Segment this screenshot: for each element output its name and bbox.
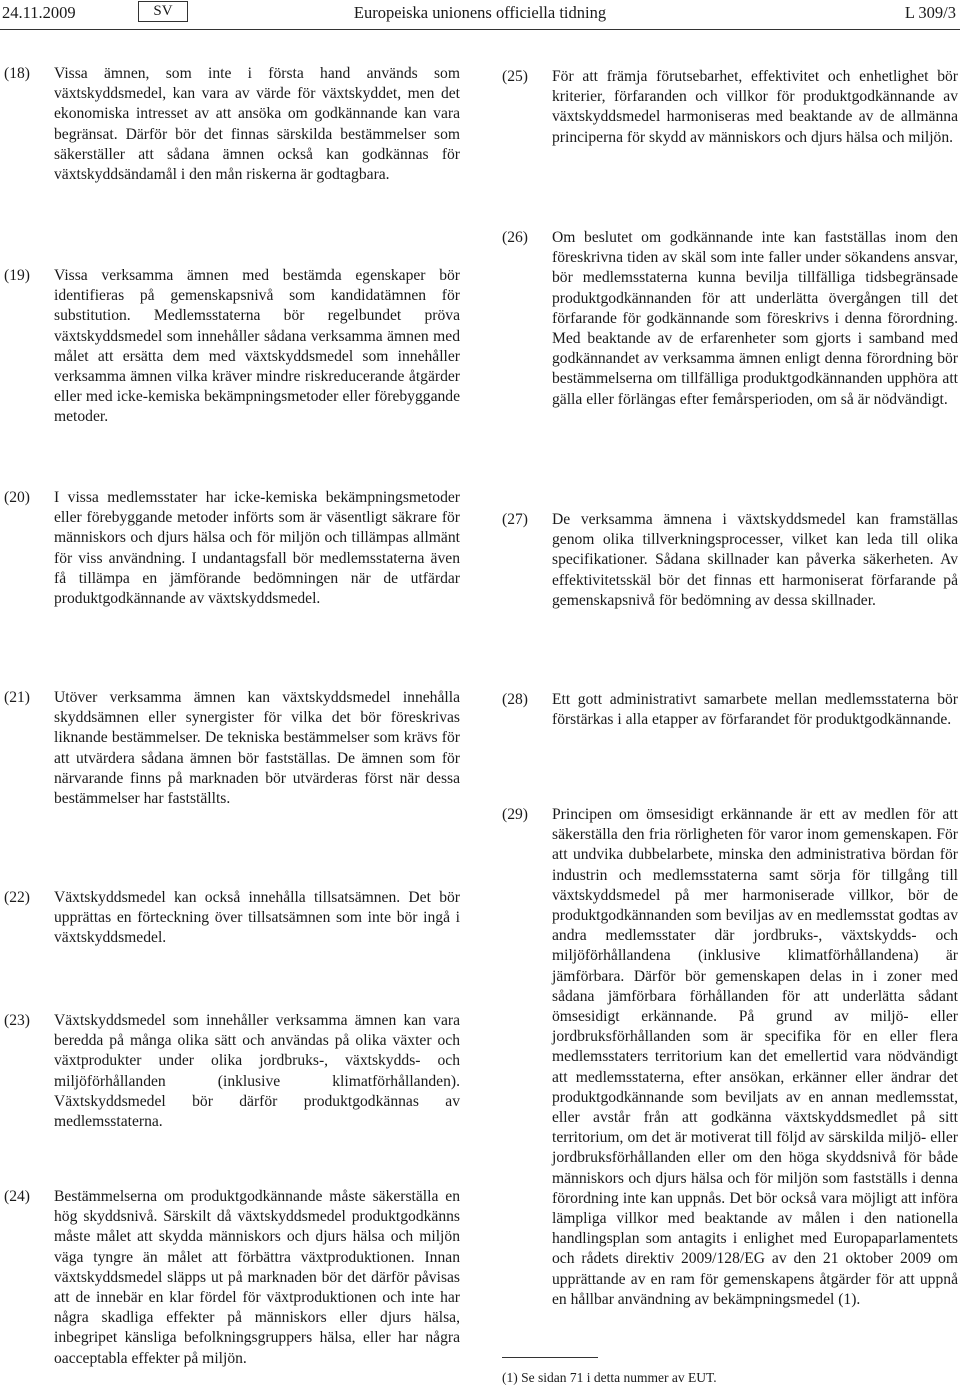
recital-text: I vissa medlemsstater har icke-kemiska bekämpningsmetoder eller förebyggande metoder införts som är väsentligt säkrare för människors och djurs hälsa och för miljön och tillämpas allmänt för viss användning. I undantagsfall bör medlemsstaterna även få tillämpa en jämförande bedömningen när de utfärdar produktgodkännande av växtskyddsmedel. [54,489,460,608]
recital-number: (29) [502,806,528,823]
recital-text: Vissa ämnen, som inte i första hand används som växtskyddsmedel, kan vara av värde för växtskyddet, men det ekonomiska intresset av att ansöka om godkännande kan vara begränsat. Därför bör det finnas särskilda bestämmelser som säkerställer att sådana ämnen också kan godkännas för växtskyddsändamål i den mån riskerna är godtagbara. [54,65,460,184]
recital-text: Utöver verksamma ämnen kan växtskyddsmedel innehålla skyddsämnen eller synergister för vilka det bör föreskrivas liknande bestämmelser. De tekniska bestämmelser som krävs för att utvärdera sådana ämnen bör fastställas. De ämnen som för närvarande finns på marknaden bör utvärderas först när dessa bestämmelser har fastställts. [54,689,460,808]
recital-number: (18) [4,65,30,82]
page-header [0,0,960,30]
recital-number: (27) [502,511,528,528]
recital-text: Vissa verksamma ämnen med bestämda egenskaper bör identifieras på gemenskapsnivå som kandidatämnen för substitution. Medlemsstaterna bör regelbundet pröva växtskyddsmedel som innehåller sådana verksamma ämnen med målet att ersätta dem med växtskyddsmedel som innehåller verksamma ämnen vilka kräver mindre riskreducerande åtgärder eller med icke-kemiska bekämpningsmetoder eller förebyggande metoder. [54,267,460,426]
recital-number: (19) [4,267,30,284]
recital-text: Växtskyddsmedel som innehåller verksamma ämnen kan vara beredda på många olika sätt och användas på olika växter och växtprodukter under olika jordbruks-, växtskydds- och miljöförhållanden (inklusive klimatförhållanden). Växtskyddsmedel bör därför produktgodkännas av medlemsstaterna. [54,1012,460,1131]
recital-number: (24) [4,1188,30,1205]
recital-text: De verksamma ämnena i växtskyddsmedel kan framställas genom olika tillverkningsprocesser, vilket kan leda till olika specifikationer. Sådana skillnader kan påverka säkerheten. Av effektivitetsskäl bör det finnas ett harmoniserat förfarande på gemenskapsnivå för bedömning av dessa skillnader. [552,511,958,609]
recital-number: (22) [4,889,30,906]
publication-date: 24.11.2009 [2,3,76,22]
recital-text: Ett gott administrativt samarbete mellan medlemsstaterna bör förstärkas i alla etapper av förfarandet för produktgodkännande. [552,691,958,729]
recital-number: (21) [4,689,30,706]
recital-text: Växtskyddsmedel kan också innehålla tillsatsämnen. Det bör upprättas en förteckning över tillsatsämnen som inte bör ingå i växtskyddsmedel. [54,889,460,947]
recital-text: Bestämmelserna om produktgodkännande måste säkerställa en hög skyddsnivå. Särskilt då växtskyddsmedel produktgodkänns måste målet att skydda människors och djurs hälsa och miljön väga tyngre än målet att förbättra växtproduktionen. Innan växtskyddsmedel släpps ut på marknaden bör det därför påvisas att de innebär en klar fördel för växtproduktionen och inte har några skadliga effekter på människors eller djurs hälsa, inbegripet känsliga befolkningsgruppers hälsa, eller har några oacceptabla effekter på miljön. [54,1188,460,1367]
page-reference: L 309/3 [904,3,956,22]
recital-number: (20) [4,489,30,506]
footnote-divider [502,1357,598,1358]
recital-number: (25) [502,68,528,85]
header-divider [0,29,960,30]
footnote: (1) Se sidan 71 i detta nummer av EUT. [502,1370,717,1385]
recital-number: (28) [502,691,528,708]
journal-title: Europeiska unionens officiella tidning [353,3,607,22]
recital-number: (23) [4,1012,30,1029]
recital-number: (26) [502,229,528,246]
recital-text: Om beslutet om godkännande inte kan fastställas inom den föreskrivna tiden av skäl som inte faller under sökandens ansvar, bör medlemsstaterna kunna bevilja tillfälliga tidsbegränsade produktgodkännanden för att underlätta övergången till det förfarande för godkännande som föreskrivs i denna förordning. Med beaktande av de erfarenheter som gjorts i samband med godkännandet av verksamma ämnen enligt denna förordning bör bestämmelserna om tillfälliga produktgodkännanden upphöra att gälla eller förlängas efter femårsperioden, om så är nödvändigt. [552,229,958,408]
recital-text: För att främja förutsebarhet, effektivitet och enhetlighet bör kriterier, förfaranden och villkor för produktgodkännande av växtskyddsmedel harmoniseras med beaktande av de allmänna principerna för skydd av människors och djurs hälsa och miljön. [552,68,958,146]
recital-text: Principen om ömsesidigt erkännande är ett av medlen för att säkerställa den fria rörligheten för varor inom gemenskapen. För att undvika dubbelarbete, minska den administrativa bördan för industrin och medlemsstaterna samt sörja för tillgång till växtskyddsmedel på mer harmoniserade villkor, bör de produktgodkännanden som beviljas av en medlemsstat godtas av andra medlemsstater där jordbruks-, växtskydds- och miljöförhållandena (inklusive klimatförhållandena) är jämförbara. Därför bör gemenskapen delas in i zoner med sådana jämförbara förhållanden för att underlätta sådant ömsesidigt erkännande. På grund av miljö- eller jordbruksförhållanden som är specifika för en eller flera medlemsstaters territorium kan det emellertid vara nödvändigt att medlemsstaterna, efter ansökan, erkänner eller ändrar det produktgodkännande som beviljats av en annan medlemsstat, eller avstår från att godkänna växtskyddsmedlet på sitt territorium, om det är motiverat till följd av särskilda miljö- eller jordbruksförhållanden eller om den höga skyddsnivå för både människors och djurs hälsa och för miljön som fastställs i denna förordning inte kan uppnås. Det bör också vara möjligt att införa lämpliga villkor med beaktande av målen i den nationella handlingsplan som antagits i enlighet med Europaparlamentets och rådets direktiv 2009/128/EG av den 21 oktober 2009 om upprättande av en ram för gemenskapens åtgärder för att uppnå en hållbar användning av bekämpningsmedel (1). [552,806,958,1308]
language-badge: SV [138,1,188,22]
